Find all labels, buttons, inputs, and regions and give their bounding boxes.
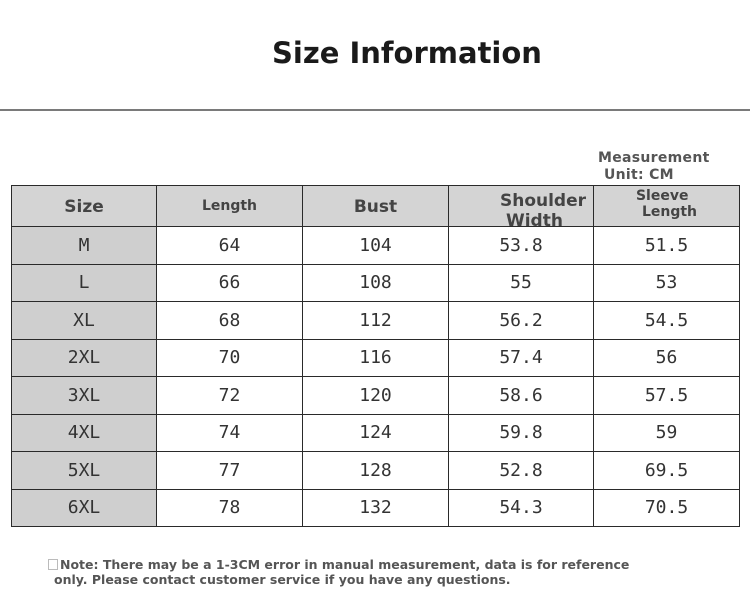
sleeve-cell: 69.5 [594, 452, 740, 490]
length-cell: 64 [157, 227, 303, 265]
bust-cell: 104 [303, 227, 449, 265]
bust-cell: 112 [303, 302, 449, 340]
table-row [12, 489, 740, 527]
table-row [12, 264, 740, 302]
note-line1: Note: There may be a 1-3CM error in manual measurement, data is for reference [60, 557, 630, 572]
size-cell: 6XL [12, 489, 157, 527]
length-cell: 74 [157, 414, 303, 452]
unit-note-line2: Unit: CM [604, 167, 674, 183]
header-sleeve-line1: Sleeve [635, 187, 689, 204]
size-cell: XL [12, 302, 157, 340]
sleeve-cell: 59 [594, 414, 740, 452]
shoulder-cell: 55 [449, 264, 594, 302]
shoulder-cell: 59.8 [449, 414, 594, 452]
length-cell: 78 [157, 489, 303, 527]
table-header-row [12, 186, 740, 227]
bust-cell: 128 [303, 452, 449, 490]
size-cell: 5XL [12, 452, 157, 490]
shoulder-cell: 52.8 [449, 452, 594, 490]
table-row [12, 377, 740, 415]
bust-cell: 132 [303, 489, 449, 527]
length-cell: 72 [157, 377, 303, 415]
size-cell: 3XL [12, 377, 157, 415]
header-sleeve-line2: Length [641, 203, 698, 220]
length-cell: 66 [157, 264, 303, 302]
bust-cell: 124 [303, 414, 449, 452]
note-line2: only. Please contact customer service if you have any questions. [54, 572, 511, 587]
note-checkbox-icon [48, 559, 58, 570]
header-length: Length [157, 186, 303, 227]
size-cell: 2XL [12, 339, 157, 377]
table-row [12, 227, 740, 265]
header-shoulder-width [449, 186, 594, 231]
shoulder-cell: 57.4 [449, 339, 594, 377]
size-cell: L [12, 264, 157, 302]
bust-cell: 108 [303, 264, 449, 302]
shoulder-cell: 58.6 [449, 377, 594, 415]
sleeve-cell: 53 [594, 264, 740, 302]
shoulder-cell: 53.8 [449, 227, 594, 265]
header-sleeve-length [594, 186, 740, 227]
table-row [12, 339, 740, 377]
title-divider [0, 109, 750, 111]
sleeve-cell: 54.5 [594, 302, 740, 340]
disclaimer-note [48, 557, 708, 587]
sleeve-cell: 57.5 [594, 377, 740, 415]
header-bust: Bust [303, 186, 449, 227]
table-row [12, 414, 740, 452]
bust-cell: 120 [303, 377, 449, 415]
measurement-unit-note [598, 150, 710, 184]
header-shoulder-line2: Width [505, 211, 563, 231]
sleeve-cell: 70.5 [594, 489, 740, 527]
size-cell: M [12, 227, 157, 265]
bust-cell: 116 [303, 339, 449, 377]
unit-note-line1: Measurement [598, 150, 710, 166]
shoulder-cell: 56.2 [449, 302, 594, 340]
header-size: Size [12, 186, 157, 227]
sleeve-cell: 51.5 [594, 227, 740, 265]
table-row [12, 452, 740, 490]
length-cell: 70 [157, 339, 303, 377]
size-cell: 4XL [12, 414, 157, 452]
table-row [12, 302, 740, 340]
shoulder-cell: 54.3 [449, 489, 594, 527]
sleeve-cell: 56 [594, 339, 740, 377]
size-table [11, 185, 740, 527]
header-shoulder-line1: Shoulder [499, 191, 587, 211]
length-cell: 77 [157, 452, 303, 490]
page-title: Size Information [272, 36, 542, 70]
length-cell: 68 [157, 302, 303, 340]
